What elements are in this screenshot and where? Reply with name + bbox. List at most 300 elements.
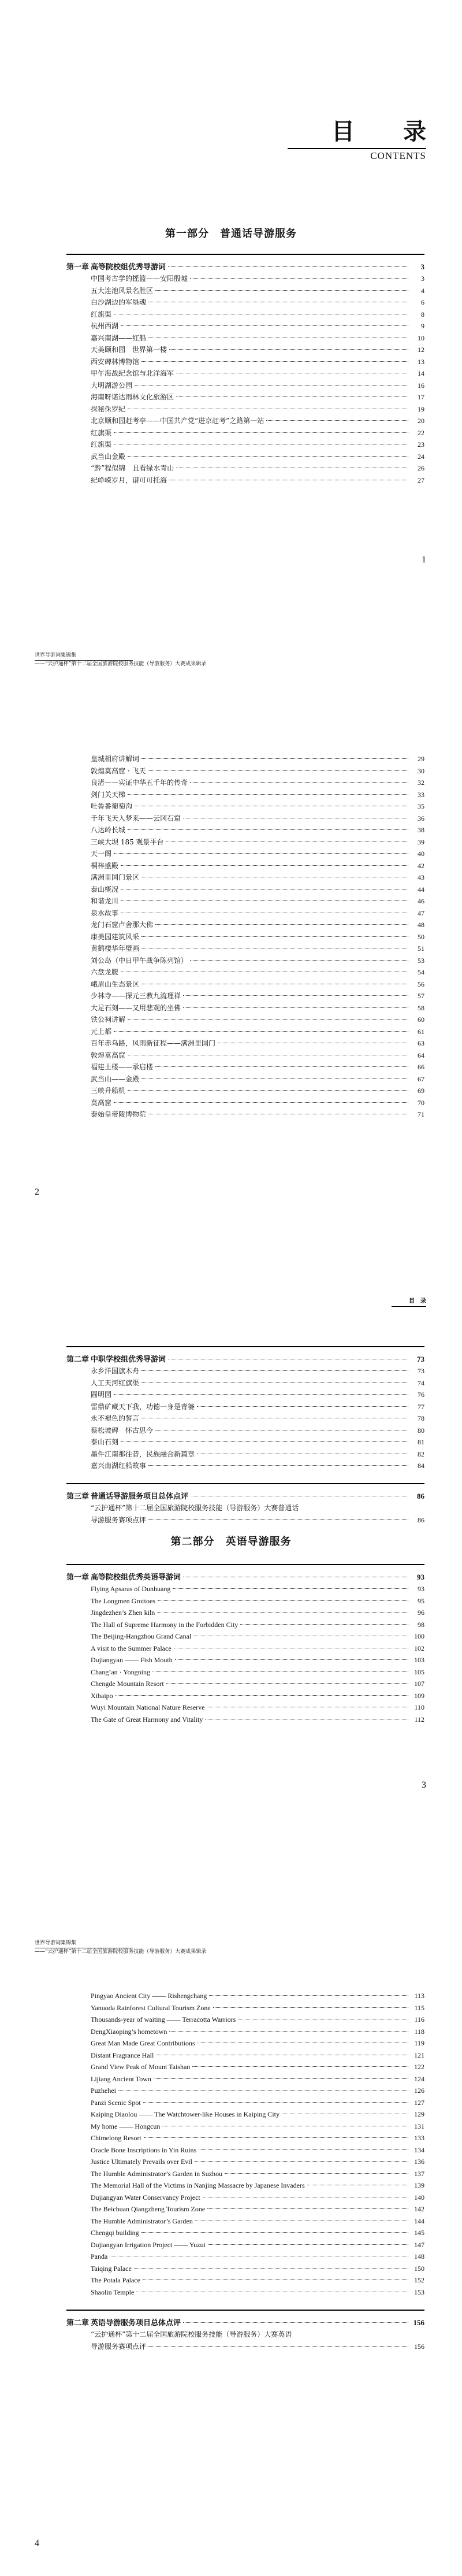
entry-page: 102 [414,1644,424,1652]
toc-entry [91,1109,424,1121]
entry-page: 43 [418,873,424,881]
running-head-rule [392,1306,426,1307]
entry-page: 144 [414,2217,424,2225]
chapter-title: 英语导游服务项目总体点评 [91,2319,181,2327]
toc-entry [91,1085,424,1097]
toc-entry [91,1448,424,1461]
toc-entry [91,1401,424,1413]
entry-title: 三峡升船机 [91,1087,126,1095]
dot-leader [148,2346,408,2347]
toc-entry [91,765,424,777]
chapter-page: 86 [417,1492,424,1500]
toc-entry [91,1436,424,1448]
entry-page: 13 [418,357,424,366]
entry-title: Jingdezhen’s Zhen kiln [91,1608,155,1617]
entry-page: 6 [421,298,424,306]
entry-page: 22 [418,428,424,437]
entry-title: The Hall of Supreme Harmony in the Forbidden City [91,1620,239,1629]
chapter-number: 第三章 [66,1492,90,1501]
entry-page: 66 [418,1063,424,1071]
dot-leader [114,1394,408,1395]
entry-page: 24 [418,452,424,461]
entry-page: 76 [418,1391,424,1399]
entry-page: 51 [418,944,424,952]
entry-title: 探秘侏罗纪 [91,405,126,413]
entry-title: Chengde Mountain Resort [91,1680,164,1688]
entry-title: 人工天河红旗渠 [91,1378,140,1387]
toc-entry [91,2026,424,2038]
dot-leader [240,1624,408,1625]
page-folio: 1 [422,555,426,565]
entry-title: My home —— Hongcun [91,2122,161,2130]
running-head [392,1296,426,1307]
dot-leader [128,794,408,795]
entry-page: 57 [418,992,424,1000]
dot-leader [266,420,408,421]
entry-title: 泰始皇帝陵博物院 [91,1110,147,1118]
entry-title: The Beichuan Qiangzheng Tourism Zone [91,2205,206,2213]
entry-page: 121 [414,2051,424,2059]
entry-title: 八达岭长城 [91,826,126,834]
entry-page: 69 [418,1087,424,1095]
toc-entry [91,1037,424,1050]
dot-leader [190,960,408,961]
toc-title: 目 录 [331,118,439,145]
toc-entry [91,2168,424,2180]
toc-entry [91,1050,424,1062]
toc-heading [288,118,439,162]
entry-page: 36 [418,814,424,822]
chapter-number: 第二章 [66,1355,90,1364]
chapter-title: 高等院校组优秀导游词 [91,263,166,272]
toc-entry [91,1990,424,2002]
toc-entry [91,1619,424,1631]
entry-title: 泰山石刻 [91,1438,119,1446]
dot-leader [141,361,408,362]
entry-title: Kaiping Diaolou —— The Watchtower-like Houses in Kaiping City [91,2110,280,2118]
toc-entry [91,931,424,943]
dot-leader [152,1671,408,1672]
toc-entry [91,380,424,392]
toc-entry [91,2144,424,2156]
dot-leader [225,2173,408,2174]
dot-leader [195,2161,408,2162]
toc-entry [91,1654,424,1666]
toc-entry [91,1061,424,1073]
chapter-page: 3 [420,262,424,271]
entry-page: 27 [418,476,424,484]
toc-page-3 [0,1288,462,1932]
entry-page: 148 [414,2252,424,2260]
entry-title: 甲午海战纪念馆与北洋海军 [91,369,174,377]
entry-page: 40 [418,850,424,858]
toc-entry [91,836,424,848]
book-series: 世界导游词集锦集 [35,1940,77,1946]
toc-entry [91,475,424,487]
entry-page: 98 [418,1620,424,1629]
toc-entry [91,332,424,344]
dot-leader [183,995,408,996]
toc-entry [91,439,424,451]
dot-leader [114,432,408,433]
entry-title: 嘉兴南湖红船故事 [91,1462,147,1470]
entry-page: 153 [414,2288,424,2296]
entry-page: 20 [418,417,424,425]
entry-title: 永乡洋国旗木舟 [91,1367,140,1375]
entry-title: 桐梓盛殿 [91,861,119,870]
entry-title: 杭州西湖 [91,322,119,330]
entry-page: 30 [418,766,424,775]
entry-title: Pingyao Ancient City —— Rishengchang [91,1992,207,2000]
chapter-heading [66,261,424,273]
dot-leader [141,1382,408,1383]
toc-entry [91,966,424,978]
toc-entry [91,907,424,920]
review-note-entry [91,2341,424,2353]
toc-page-4 [0,1932,462,2576]
entry-page: 81 [418,1438,424,1446]
dot-leader [114,853,408,854]
entry-title: 泉水故事 [91,909,119,917]
entry-page: 46 [418,897,424,905]
dot-leader [141,1078,408,1079]
toc-page-1 [0,0,462,644]
dot-leader [175,1659,408,1660]
toc-entry [91,344,424,356]
dot-leader [183,2322,408,2323]
entry-title: 三峡大坝 185 观景平台 [91,837,164,846]
entry-title: Lijiang Ancient Town [91,2074,151,2083]
entry-title: 西安碑林博物馆 [91,357,140,366]
toc-entry [91,2037,424,2049]
running-head-text: 目 录 [409,1298,426,1304]
chapter-1-block [66,254,424,486]
entry-page: 139 [414,2181,424,2189]
entry-list [66,1583,424,1725]
chapter-2-block [66,1346,424,1472]
entry-title: Puzhehei [91,2086,116,2095]
dot-leader [128,456,408,457]
dot-leader [121,900,408,901]
entry-page: 58 [418,1003,424,1012]
chapter-title: 中职学校组优秀导游词 [91,1355,166,1364]
entry-page: 19 [418,405,424,413]
toc-page-2 [0,644,462,1288]
entry-title: Taiqing Palace [91,2264,132,2273]
book-header [35,652,206,668]
chapter-heading [66,1353,424,1365]
toc-entry [91,1595,424,1607]
toc-entry [91,2251,424,2263]
review-note-entry [91,1514,424,1526]
toc-entry [91,2121,424,2133]
entry-title: 福建土楼——承启楼 [91,1063,154,1071]
entry-page: 71 [418,1110,424,1118]
entry-title: Grand View Peak of Mount Taishan [91,2063,191,2071]
entry-page: 118 [414,2027,424,2036]
entry-title: 红旗渠 [91,310,112,318]
entry-page: 48 [418,921,424,929]
entry-title: 武当山——金殿 [91,1074,140,1083]
toc-entry [91,462,424,475]
dot-leader [128,1019,408,1020]
book-header [35,1940,206,1956]
entry-title: 百年赤乌路，风雨新征程——满洲里国门 [91,1039,216,1047]
entry-list [66,1990,424,2298]
part-one-title: 第一部分 普通话导游服务 [165,228,297,240]
entry-title: Panzi Scenic Spot [91,2098,141,2107]
entry-title: Wuyi Mountain National Nature Reserve [91,1703,205,1711]
toc-entry [91,813,424,825]
english-chapter-1-block [66,1564,424,1725]
entry-page: 131 [414,2122,424,2130]
entry-title: 雷鼎矿藏天下我，功德一身是青婆 [91,1402,195,1411]
dot-leader [148,1465,408,1466]
toc-entry [91,285,424,297]
toc-entry [91,1026,424,1038]
dot-leader [121,325,408,326]
dot-leader [155,1066,408,1067]
entry-page: 109 [414,1691,424,1700]
entry-page: 17 [418,393,424,401]
entry-title: The Humble Administrator’s Garden in Suzhou [91,2169,223,2178]
toc-entry [91,2203,424,2215]
entry-page: 54 [418,968,424,976]
entry-page: 137 [414,2169,424,2178]
entry-page: 140 [414,2193,424,2201]
entry-title: 圆明园 [91,1391,112,1399]
dot-leader [208,2244,408,2245]
entry-page: 56 [418,980,424,988]
entry-page: 23 [418,440,424,449]
toc-entry [91,990,424,1002]
entry-page: 96 [418,1608,424,1617]
entry-title: 剑门关天梯 [91,790,126,799]
dot-leader [118,2090,408,2091]
entry-title: 红旗渠 [91,440,112,449]
entry-page: 133 [414,2134,424,2142]
chapter-title: 普通话导游服务项目总体点评 [91,1492,189,1501]
dot-leader [148,1519,408,1520]
entry-page: 142 [414,2205,424,2213]
entry-title: Thousands-year of waiting —— Terracotta Warriors [91,2015,236,2023]
toc-entry [91,451,424,463]
entry-page: 67 [418,1074,424,1083]
toc-entry [91,2085,424,2097]
entry-page: 134 [414,2145,424,2154]
entry-page: 29 [418,755,424,763]
entry-title: Distant Fragrance Hall [91,2051,154,2059]
entry-page: 60 [418,1015,424,1024]
toc-entry [91,1607,424,1619]
toc-heading-rule [288,148,426,149]
entry-page: 16 [418,381,424,390]
toc-entry [91,1014,424,1026]
review-note-line: 导游服务赛项点评 [91,1516,147,1524]
toc-entry [91,1097,424,1109]
dot-leader [155,924,408,925]
toc-entry [91,2108,424,2121]
entry-title: Justice Ultimately Prevails over Evil [91,2158,192,2166]
entry-title: 敦煌莫高窟 · 飞天 [91,766,146,775]
entry-page: 74 [418,1378,424,1387]
toc-subtitle: CONTENTS [370,150,426,161]
toc-entry [91,273,424,285]
entry-page: 84 [418,1462,424,1470]
entry-title: Chimelong Resort [91,2134,141,2142]
chapter-number: 第一章 [66,1573,90,1582]
toc-entry [91,824,424,836]
dot-leader [135,385,408,386]
toc-entry [91,2239,424,2251]
entry-page: 112 [414,1715,424,1723]
dot-leader [157,1612,408,1613]
toc-entry [91,943,424,955]
entry-title: The Humble Administrator’s Garden [91,2217,193,2225]
entry-title: 千年飞天入梦来——云冈石窟 [91,814,181,822]
entry-title: 皇城相府讲解词 [91,755,140,763]
entry-title: “黔”程似锦 且看绿水青山 [91,464,174,472]
toc-entry [91,1425,424,1437]
chapter-3-block [66,1483,424,1526]
entry-title: DengXiaoping’s hometown [91,2027,167,2036]
chapter-heading [66,1490,424,1502]
entry-page: 10 [418,333,424,342]
toc-entry [91,2014,424,2026]
dot-leader [148,770,408,771]
book-series: 世界导游词集锦集 [35,653,77,658]
dot-leader [192,2066,408,2067]
page-folio: 2 [35,1187,39,1197]
entry-page: 152 [414,2276,424,2284]
entry-page: 3 [421,275,424,283]
entry-page: 53 [418,956,424,965]
entry-page: 44 [418,885,424,894]
entry-page: 78 [418,1414,424,1422]
entry-page: 42 [418,861,424,870]
entry-title: 天一阁 [91,850,112,858]
toc-entry [91,1460,424,1472]
page-folio: 4 [35,2538,39,2548]
entry-title: 墨件江南那往昔，民族融合新篇章 [91,1450,195,1458]
toc-entry [91,860,424,872]
entry-title: 吐鲁番葡萄沟 [91,802,133,810]
toc-entry [91,309,424,321]
entry-page: 145 [414,2229,424,2237]
entry-page: 32 [418,779,424,787]
toc-entry [91,1389,424,1401]
entry-page: 93 [418,1585,424,1593]
entry-title: 武当山金殿 [91,452,126,461]
chapter-number: 第二章 [66,2319,90,2327]
toc-entry [91,2132,424,2144]
dot-leader [166,1683,408,1684]
toc-entry [91,1643,424,1655]
entry-title: 永不褪色的誓言 [91,1414,140,1422]
dot-leader [154,2078,408,2079]
toc-entry [91,1714,424,1726]
dot-leader [209,1995,408,1996]
dot-leader [114,1102,408,1103]
entry-page: 129 [414,2110,424,2118]
toc-entry [91,415,424,427]
entry-title: Chengqi building [91,2229,139,2237]
entry-title: 红旗渠 [91,428,112,437]
dot-leader [143,2102,408,2103]
entry-title: 五大连池风景名胜区 [91,286,154,295]
toc-entry [91,919,424,931]
entry-title: Chang’an · Yongning [91,1667,151,1676]
entry-title: Shaolin Temple [91,2288,135,2296]
entry-page: 100 [414,1632,424,1640]
entry-page: 150 [414,2264,424,2273]
toc-entry [91,884,424,896]
entry-title: 少林寺——探元三教九流理禅 [91,992,181,1000]
continued-entries [66,753,424,1121]
toc-entry [91,1413,424,1425]
toc-entry [91,753,424,765]
toc-entry [91,2286,424,2299]
toc-entry [91,2049,424,2062]
entry-title: 六盘龙腹 [91,968,119,976]
toc-entry [91,1702,424,1714]
toc-entry [91,2180,424,2192]
toc-entry [91,1377,424,1389]
toc-entry [91,1002,424,1014]
dot-leader [197,1406,408,1407]
entry-title: Great Man Made Great Contributions [91,2039,195,2047]
entry-title: 天美颐和园 世界第一楼 [91,346,167,354]
entry-page: 110 [414,1703,424,1711]
dot-leader [155,290,408,291]
review-note-line: “云护通杯”第十二届全国旅游院校服务技能（导游服务）大赛英语 [91,2330,292,2338]
chapter-heading [66,2316,424,2329]
dot-leader [168,266,408,267]
entry-page: 64 [418,1051,424,1059]
entry-title: Flying Apsaras of Dunhuang [91,1585,171,1593]
entry-title: A visit to the Summer Palace [91,1644,172,1652]
entry-page: 39 [418,837,424,846]
entry-title: The Gate of Great Harmony and Vitality [91,1715,203,1723]
entry-title: 满洲里国门景区 [91,873,140,881]
entry-title: 中国考古学的摇篮——安阳殷墟 [91,275,188,283]
toc-entry [91,789,424,801]
toc-entry [91,978,424,991]
entry-title: The Beijing-Hangzhou Grand Canal [91,1632,192,1640]
entry-page: 12 [418,346,424,354]
toc-entry [91,777,424,789]
entry-title: 龙门石窟卢舍那大佛 [91,921,154,929]
dot-leader [173,1588,408,1589]
entry-title: Oracle Bone Inscriptions in Yin Ruins [91,2145,197,2154]
dot-leader [128,829,408,830]
entry-page: 63 [418,1039,424,1047]
entry-title: 莫高窟 [91,1098,112,1107]
part-two-title: 第二部分 英语导游服务 [170,1536,292,1548]
review-note-line: “云护通杯”第十二届全国旅游院校服务技能（导游服务）大赛普通话 [91,1504,299,1512]
chapter-number: 第一章 [66,263,90,272]
entry-title: The Potala Palace [91,2276,140,2284]
entry-title: 北京顺和园赶考亭——中国共产党“进京赶考”之路第一站 [91,417,264,425]
dot-leader [121,1441,408,1442]
chapter-page: 73 [417,1355,424,1363]
entry-page: 61 [418,1027,424,1036]
review-note [66,1502,424,1526]
entry-title: 康美园建筑风采 [91,932,140,941]
chapter-title: 高等院校组优秀英语导游词 [91,1573,181,1582]
entry-page: 38 [418,826,424,834]
entry-page: 156 [414,2343,424,2351]
